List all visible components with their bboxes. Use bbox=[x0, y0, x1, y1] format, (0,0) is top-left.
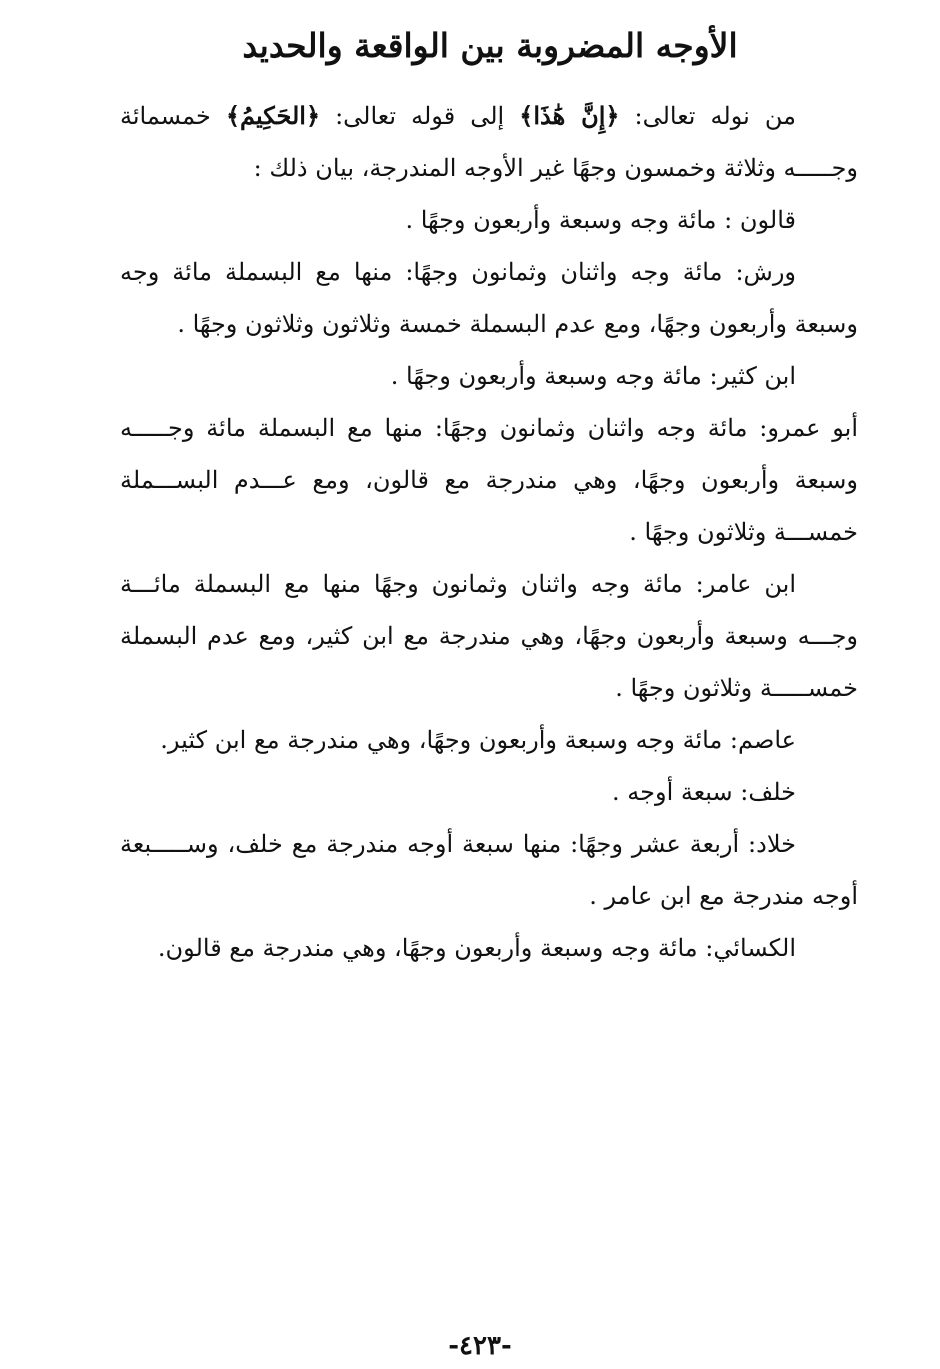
intro-text-2: إلى قوله تعالى: bbox=[320, 102, 520, 130]
paragraph-qalun: قالون : مائة وجه وسبعة وأربعون وجهًا . bbox=[405, 206, 796, 234]
quran-quote-2: ﴿الحَكِيمُ﴾ bbox=[225, 101, 321, 130]
intro-text-1: من نوله تعالى: bbox=[619, 102, 796, 130]
paragraph-khallad: خلاد: أربعة عشر وجهًا: منها سبعة أوجه مندرجة مع خلف، وســـــبعة أوجه مندرجة مع ابن عامر . bbox=[120, 830, 858, 910]
paragraph-abu-amr: أبو عمرو: مائة وجه واثنان وثمانون وجهًا: منها مع البسملة مائة وجـــــه وسبعة وأربعون وجهًا، وهي مندرجة مع قالون، ومع عـــدم البســـملة خمســـة وثلاثون وجهًا . bbox=[120, 414, 858, 546]
intro-text-3: خمسمائة وجـــــه وثلاثة وخمسون وجهًا غير الأوجه المندرجة، بيان ذلك : bbox=[120, 102, 858, 182]
quran-quote-1: ﴿إِنَّ هَٰذَا﴾ bbox=[519, 101, 620, 130]
page-body bbox=[120, 90, 858, 974]
page-title: الأوجه المضروبة بين الواقعة والحديد bbox=[242, 26, 738, 65]
page-number: -٤٢٣- bbox=[448, 1331, 512, 1361]
paragraph-asim: عاصم: مائة وجه وسبعة وأربعون وجهًا، وهي مندرجة مع ابن كثير. bbox=[160, 726, 796, 754]
intro-paragraph bbox=[120, 90, 858, 194]
paragraph-kisai: الكسائي: مائة وجه وسبعة وأربعون وجهًا، وهي مندرجة مع قالون. bbox=[157, 934, 796, 962]
paragraph-warsh: ورش: مائة وجه واثنان وثمانون وجهًا: منها مع البسملة مائة وجه وسبعة وأربعون وجهًا، ومع عدم البسملة خمسة وثلاثون وثلاثون وجهًا . bbox=[120, 258, 858, 338]
paragraph-ibn-kathir: ابن كثير: مائة وجه وسبعة وأربعون وجهًا . bbox=[390, 362, 796, 390]
paragraph-khalaf: خلف: سبعة أوجه . bbox=[612, 778, 796, 806]
paragraph-ibn-amir: ابن عامر: مائة وجه واثنان وثمانون وجهًا منها مع البسملة مائـــة وجـــه وسبعة وأربعون وجهًا، وهي مندرجة مع ابن كثير، ومع عدم البسملة خمســـــة وثلاثون وجهًا . bbox=[120, 570, 858, 702]
